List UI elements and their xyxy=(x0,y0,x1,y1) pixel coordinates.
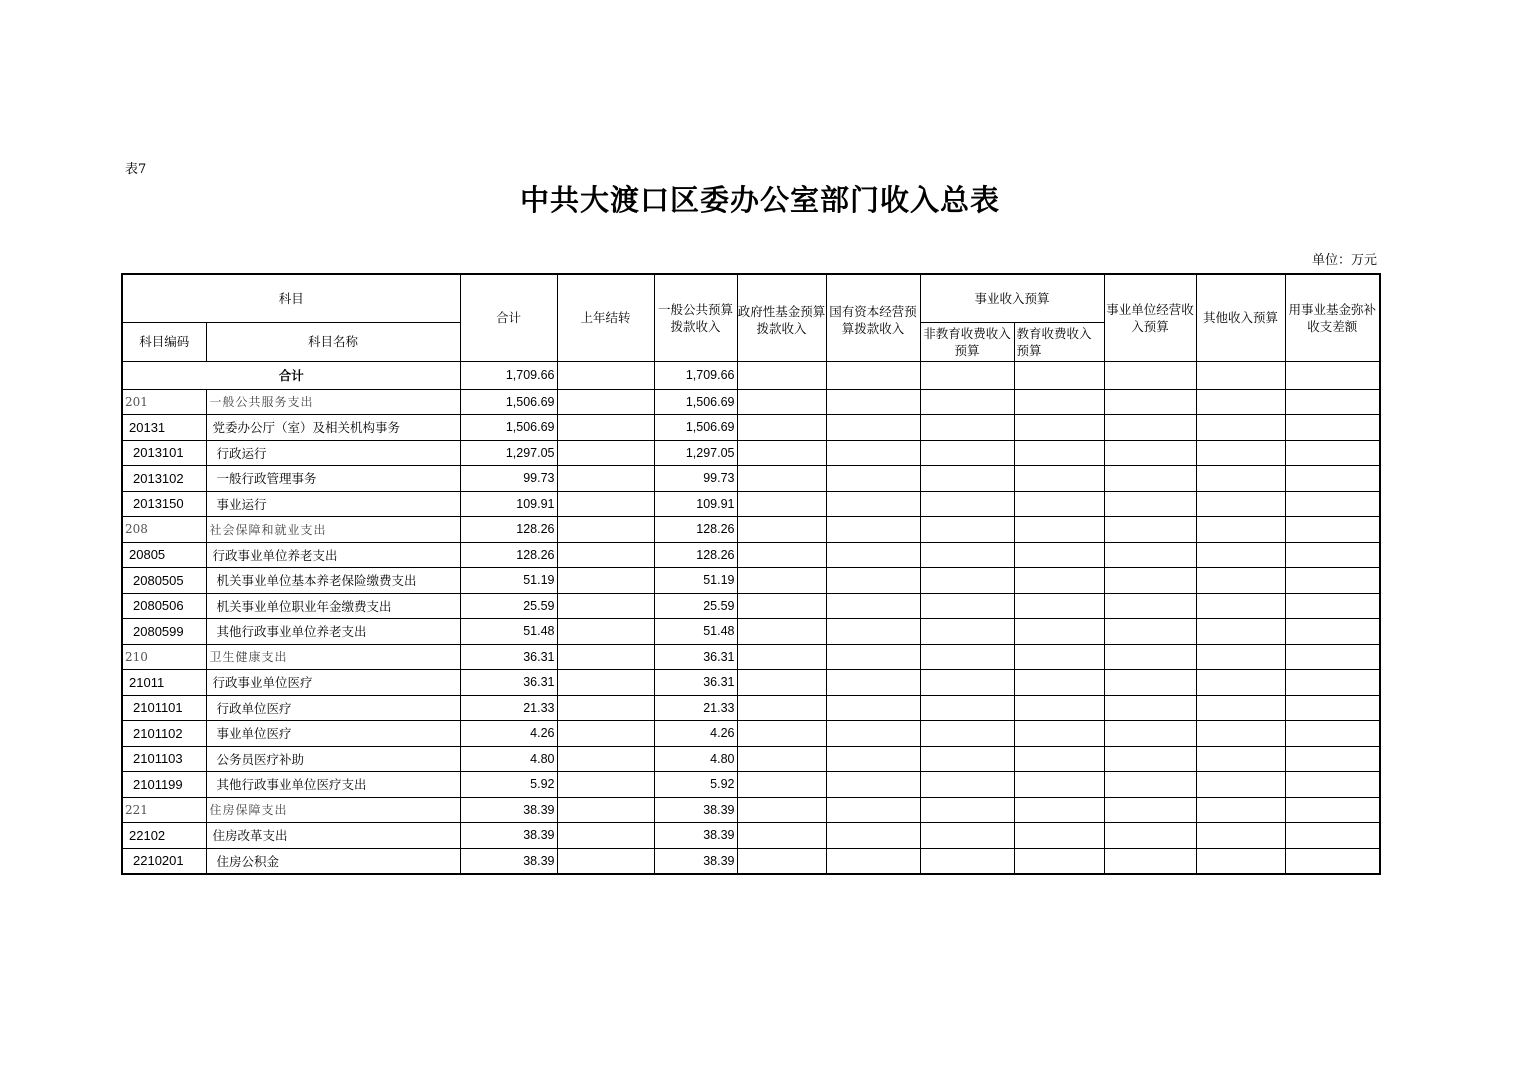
header-fund-offset: 用事业基金弥补收支差额 xyxy=(1285,274,1380,361)
empty-cell xyxy=(1104,415,1196,441)
subject-name-cell: 住房保障支出 xyxy=(206,797,460,823)
carryover-cell xyxy=(557,568,654,594)
general-budget-cell: 128.26 xyxy=(654,542,737,568)
empty-cell xyxy=(826,415,920,441)
empty-cell xyxy=(1104,848,1196,874)
empty-cell xyxy=(1104,772,1196,798)
subject-name-cell: 社会保障和就业支出 xyxy=(206,517,460,543)
empty-cell xyxy=(826,593,920,619)
header-carryover: 上年结转 xyxy=(557,274,654,361)
empty-cell xyxy=(1014,517,1104,543)
empty-cell xyxy=(737,670,826,696)
carryover-cell xyxy=(557,619,654,645)
total-cell: 1,506.69 xyxy=(460,389,557,415)
empty-cell xyxy=(1196,517,1285,543)
empty-cell xyxy=(737,721,826,747)
empty-cell xyxy=(1104,823,1196,849)
table-row xyxy=(122,491,1380,517)
empty-cell xyxy=(1196,466,1285,492)
subject-code-cell: 208 xyxy=(122,517,206,543)
table-row xyxy=(122,389,1380,415)
empty-cell xyxy=(920,466,1014,492)
subject-code-cell: 2080506 xyxy=(122,593,206,619)
carryover-cell xyxy=(557,746,654,772)
empty-cell xyxy=(1285,644,1380,670)
empty-cell xyxy=(920,797,1014,823)
empty-cell xyxy=(1196,670,1285,696)
table-row xyxy=(122,746,1380,772)
empty-cell xyxy=(826,619,920,645)
unit-label: 单位：万元 xyxy=(1311,253,1377,268)
total-cell: 5.92 xyxy=(460,772,557,798)
general-budget-cell: 1,297.05 xyxy=(654,440,737,466)
empty-cell xyxy=(737,466,826,492)
carryover-cell xyxy=(557,466,654,492)
total-cell: 1,506.69 xyxy=(460,415,557,441)
total-cell: 51.19 xyxy=(460,568,557,594)
total-cell: 4.26 xyxy=(460,721,557,747)
empty-cell xyxy=(1014,670,1104,696)
empty-cell xyxy=(920,389,1014,415)
empty-cell xyxy=(826,440,920,466)
empty-cell xyxy=(826,721,920,747)
total-cell: 36.31 xyxy=(460,644,557,670)
carryover-cell xyxy=(557,517,654,543)
empty-cell xyxy=(1104,466,1196,492)
empty-cell xyxy=(920,644,1014,670)
table-row xyxy=(122,568,1380,594)
empty-cell xyxy=(826,491,920,517)
empty-cell xyxy=(1285,670,1380,696)
total-cell: 99.73 xyxy=(460,466,557,492)
empty-cell xyxy=(920,568,1014,594)
table-row xyxy=(122,772,1380,798)
empty-cell xyxy=(1285,746,1380,772)
table-row xyxy=(122,440,1380,466)
subject-name-cell: 公务员医疗补助 xyxy=(206,746,460,772)
total-row xyxy=(122,361,1380,389)
table-row xyxy=(122,797,1380,823)
general-budget-cell: 36.31 xyxy=(654,644,737,670)
total-cell: 25.59 xyxy=(460,593,557,619)
header-other-income: 其他收入预算 xyxy=(1196,274,1285,361)
page-title: 中共大渡口区委办公室部门收入总表 xyxy=(519,183,1000,217)
empty-cell xyxy=(1104,568,1196,594)
empty-cell xyxy=(826,517,920,543)
carryover-cell xyxy=(557,415,654,441)
subject-code-cell: 2080505 xyxy=(122,568,206,594)
empty-cell xyxy=(920,746,1014,772)
empty-cell xyxy=(826,797,920,823)
subject-code-cell: 20131 xyxy=(122,415,206,441)
general-budget-cell: 38.39 xyxy=(654,823,737,849)
empty-cell xyxy=(1104,695,1196,721)
empty-cell xyxy=(920,670,1014,696)
empty-cell xyxy=(1285,517,1380,543)
empty-cell xyxy=(1104,619,1196,645)
total-cell: 38.39 xyxy=(460,823,557,849)
general-budget-cell: 99.73 xyxy=(654,466,737,492)
total-cell: 51.48 xyxy=(460,619,557,645)
empty-cell xyxy=(1014,772,1104,798)
empty-cell xyxy=(737,491,826,517)
carryover-cell xyxy=(557,772,654,798)
table-row xyxy=(122,619,1380,645)
general-budget-cell: 128.26 xyxy=(654,517,737,543)
table-row xyxy=(122,466,1380,492)
empty-cell xyxy=(737,797,826,823)
empty-cell xyxy=(920,772,1014,798)
empty-cell xyxy=(1196,797,1285,823)
subject-code-cell: 2101103 xyxy=(122,746,206,772)
empty-cell xyxy=(1104,644,1196,670)
empty-cell xyxy=(1285,466,1380,492)
general-budget-cell: 51.48 xyxy=(654,619,737,645)
table-number-label: 表7 xyxy=(125,162,147,177)
subject-code-cell: 2101199 xyxy=(122,772,206,798)
header-business-income: 事业收入预算 xyxy=(920,274,1104,322)
empty-cell xyxy=(826,848,920,874)
carryover-cell xyxy=(557,542,654,568)
empty-cell xyxy=(1285,440,1380,466)
empty-cell xyxy=(1104,746,1196,772)
empty-cell xyxy=(826,466,920,492)
empty-cell xyxy=(1014,695,1104,721)
empty-cell xyxy=(1196,721,1285,747)
empty-cell xyxy=(826,772,920,798)
empty-cell xyxy=(1014,823,1104,849)
carryover-cell xyxy=(557,670,654,696)
empty-cell xyxy=(737,568,826,594)
general-budget-cell: 38.39 xyxy=(654,848,737,874)
general-budget-cell: 25.59 xyxy=(654,593,737,619)
carryover-cell xyxy=(557,721,654,747)
subject-name-cell: 其他行政事业单位医疗支出 xyxy=(206,772,460,798)
empty-cell xyxy=(826,823,920,849)
empty-cell xyxy=(1014,415,1104,441)
empty-cell xyxy=(826,670,920,696)
empty-cell xyxy=(737,619,826,645)
header-operating-income: 事业单位经营收入预算 xyxy=(1104,274,1196,361)
empty-cell xyxy=(920,823,1014,849)
total-cell: 128.26 xyxy=(460,517,557,543)
empty-cell xyxy=(1285,797,1380,823)
general-budget-cell: 1,506.69 xyxy=(654,415,737,441)
carryover-cell xyxy=(557,389,654,415)
empty-cell xyxy=(1014,746,1104,772)
empty-cell xyxy=(920,721,1014,747)
empty-cell xyxy=(920,848,1014,874)
total-cell: 38.39 xyxy=(460,797,557,823)
empty-cell xyxy=(1104,593,1196,619)
total-cell: 1,297.05 xyxy=(460,440,557,466)
empty-cell xyxy=(1285,389,1380,415)
empty-cell xyxy=(1285,695,1380,721)
empty-cell xyxy=(1285,619,1380,645)
empty-cell xyxy=(920,517,1014,543)
header-edu-fee: 教育收费收入预算 xyxy=(1014,322,1104,361)
general-budget-cell: 1,506.69 xyxy=(654,389,737,415)
subject-code-cell: 210 xyxy=(122,644,206,670)
empty-cell xyxy=(920,619,1014,645)
total-row-general: 1,709.66 xyxy=(654,361,737,389)
empty-cell xyxy=(1285,721,1380,747)
empty-cell xyxy=(737,542,826,568)
empty-cell xyxy=(920,415,1014,441)
total-cell: 109.91 xyxy=(460,491,557,517)
table-row xyxy=(122,670,1380,696)
empty-cell xyxy=(826,542,920,568)
empty-cell xyxy=(737,848,826,874)
subject-name-cell: 一般公共服务支出 xyxy=(206,389,460,415)
subject-code-cell: 201 xyxy=(122,389,206,415)
empty-cell xyxy=(1285,848,1380,874)
empty-cell xyxy=(1196,542,1285,568)
empty-cell xyxy=(920,491,1014,517)
table-row xyxy=(122,542,1380,568)
total-row-label: 合计 xyxy=(122,361,460,389)
table-row xyxy=(122,593,1380,619)
empty-cell xyxy=(1014,797,1104,823)
subject-name-cell: 其他行政事业单位养老支出 xyxy=(206,619,460,645)
subject-name-cell: 一般行政管理事务 xyxy=(206,466,460,492)
empty-cell xyxy=(1104,797,1196,823)
subject-name-cell: 机关事业单位职业年金缴费支出 xyxy=(206,593,460,619)
empty-cell xyxy=(1104,389,1196,415)
general-budget-cell: 21.33 xyxy=(654,695,737,721)
general-budget-cell: 36.31 xyxy=(654,670,737,696)
empty-cell xyxy=(826,568,920,594)
empty-cell xyxy=(1196,491,1285,517)
empty-cell xyxy=(1196,593,1285,619)
subject-name-cell: 党委办公厅（室）及相关机构事务 xyxy=(206,415,460,441)
empty-cell xyxy=(1014,542,1104,568)
header-subject-name: 科目名称 xyxy=(206,322,460,361)
empty-cell xyxy=(1196,772,1285,798)
table-row xyxy=(122,848,1380,874)
empty-cell xyxy=(737,823,826,849)
general-budget-cell: 109.91 xyxy=(654,491,737,517)
empty-cell xyxy=(1196,848,1285,874)
empty-cell xyxy=(1014,593,1104,619)
empty-cell xyxy=(920,542,1014,568)
empty-cell xyxy=(737,695,826,721)
subject-code-cell: 2210201 xyxy=(122,848,206,874)
subject-code-cell: 20805 xyxy=(122,542,206,568)
empty-cell xyxy=(737,772,826,798)
table-row xyxy=(122,823,1380,849)
header-general-budget: 一般公共预算拨款收入 xyxy=(654,274,737,361)
subject-code-cell: 2080599 xyxy=(122,619,206,645)
general-budget-cell: 5.92 xyxy=(654,772,737,798)
general-budget-cell: 4.26 xyxy=(654,721,737,747)
subject-code-cell: 221 xyxy=(122,797,206,823)
empty-cell xyxy=(1014,721,1104,747)
empty-cell xyxy=(737,644,826,670)
total-row-carryover xyxy=(557,361,654,389)
carryover-cell xyxy=(557,695,654,721)
subject-name-cell: 行政运行 xyxy=(206,440,460,466)
header-total: 合计 xyxy=(460,274,557,361)
empty-cell xyxy=(1104,542,1196,568)
empty-cell xyxy=(1014,491,1104,517)
empty-cell xyxy=(1104,491,1196,517)
subject-name-cell: 事业单位医疗 xyxy=(206,721,460,747)
income-summary-table xyxy=(121,273,1381,875)
empty-cell xyxy=(826,695,920,721)
empty-cell xyxy=(1196,619,1285,645)
empty-cell xyxy=(737,415,826,441)
header-state-capital: 国有资本经营预算拨款收入 xyxy=(826,274,920,361)
total-cell: 38.39 xyxy=(460,848,557,874)
empty-cell xyxy=(1104,517,1196,543)
empty-cell xyxy=(1285,491,1380,517)
carryover-cell xyxy=(557,848,654,874)
empty-cell xyxy=(826,746,920,772)
empty-cell xyxy=(1196,440,1285,466)
subject-name-cell: 住房改革支出 xyxy=(206,823,460,849)
carryover-cell xyxy=(557,823,654,849)
empty-cell xyxy=(1014,389,1104,415)
header-gov-fund: 政府性基金预算拨款收入 xyxy=(737,274,826,361)
general-budget-cell: 38.39 xyxy=(654,797,737,823)
empty-cell xyxy=(1196,568,1285,594)
empty-cell xyxy=(1285,772,1380,798)
subject-code-cell: 2013150 xyxy=(122,491,206,517)
header-non-edu-fee: 非教育收费收入预算 xyxy=(920,322,1014,361)
empty-cell xyxy=(1196,746,1285,772)
empty-cell xyxy=(1285,593,1380,619)
header-subject-code: 科目编码 xyxy=(122,322,206,361)
subject-code-cell: 21011 xyxy=(122,670,206,696)
empty-cell xyxy=(1104,440,1196,466)
header-subject: 科目 xyxy=(122,274,460,322)
empty-cell xyxy=(1196,415,1285,441)
subject-name-cell: 行政事业单位养老支出 xyxy=(206,542,460,568)
subject-code-cell: 22102 xyxy=(122,823,206,849)
empty-cell xyxy=(737,517,826,543)
subject-name-cell: 行政单位医疗 xyxy=(206,695,460,721)
general-budget-cell: 4.80 xyxy=(654,746,737,772)
empty-cell xyxy=(826,389,920,415)
table-row xyxy=(122,721,1380,747)
empty-cell xyxy=(737,389,826,415)
subject-code-cell: 2013102 xyxy=(122,466,206,492)
empty-cell xyxy=(920,593,1014,619)
empty-cell xyxy=(1285,415,1380,441)
table-row xyxy=(122,695,1380,721)
subject-name-cell: 住房公积金 xyxy=(206,848,460,874)
empty-cell xyxy=(1104,721,1196,747)
empty-cell xyxy=(920,695,1014,721)
carryover-cell xyxy=(557,440,654,466)
subject-code-cell: 2101102 xyxy=(122,721,206,747)
subject-name-cell: 卫生健康支出 xyxy=(206,644,460,670)
carryover-cell xyxy=(557,593,654,619)
table-row xyxy=(122,517,1380,543)
empty-cell xyxy=(1014,568,1104,594)
empty-cell xyxy=(826,644,920,670)
empty-cell xyxy=(737,440,826,466)
empty-cell xyxy=(1196,823,1285,849)
total-cell: 128.26 xyxy=(460,542,557,568)
table-row xyxy=(122,415,1380,441)
empty-cell xyxy=(1014,848,1104,874)
empty-cell xyxy=(1104,670,1196,696)
empty-cell xyxy=(920,440,1014,466)
empty-cell xyxy=(1196,389,1285,415)
carryover-cell xyxy=(557,491,654,517)
subject-code-cell: 2101101 xyxy=(122,695,206,721)
empty-cell xyxy=(1196,644,1285,670)
table-row xyxy=(122,644,1380,670)
empty-cell xyxy=(1196,695,1285,721)
empty-cell xyxy=(1285,823,1380,849)
general-budget-cell: 51.19 xyxy=(654,568,737,594)
empty-cell xyxy=(1285,568,1380,594)
carryover-cell xyxy=(557,644,654,670)
empty-cell xyxy=(1014,644,1104,670)
total-row-total: 1,709.66 xyxy=(460,361,557,389)
empty-cell xyxy=(1014,466,1104,492)
empty-cell xyxy=(1285,542,1380,568)
empty-cell xyxy=(737,593,826,619)
subject-name-cell: 机关事业单位基本养老保险缴费支出 xyxy=(206,568,460,594)
empty-cell xyxy=(1014,619,1104,645)
total-cell: 4.80 xyxy=(460,746,557,772)
subject-name-cell: 事业运行 xyxy=(206,491,460,517)
total-cell: 21.33 xyxy=(460,695,557,721)
subject-code-cell: 2013101 xyxy=(122,440,206,466)
empty-cell xyxy=(1014,440,1104,466)
subject-name-cell: 行政事业单位医疗 xyxy=(206,670,460,696)
empty-cell xyxy=(737,746,826,772)
carryover-cell xyxy=(557,797,654,823)
total-cell: 36.31 xyxy=(460,670,557,696)
